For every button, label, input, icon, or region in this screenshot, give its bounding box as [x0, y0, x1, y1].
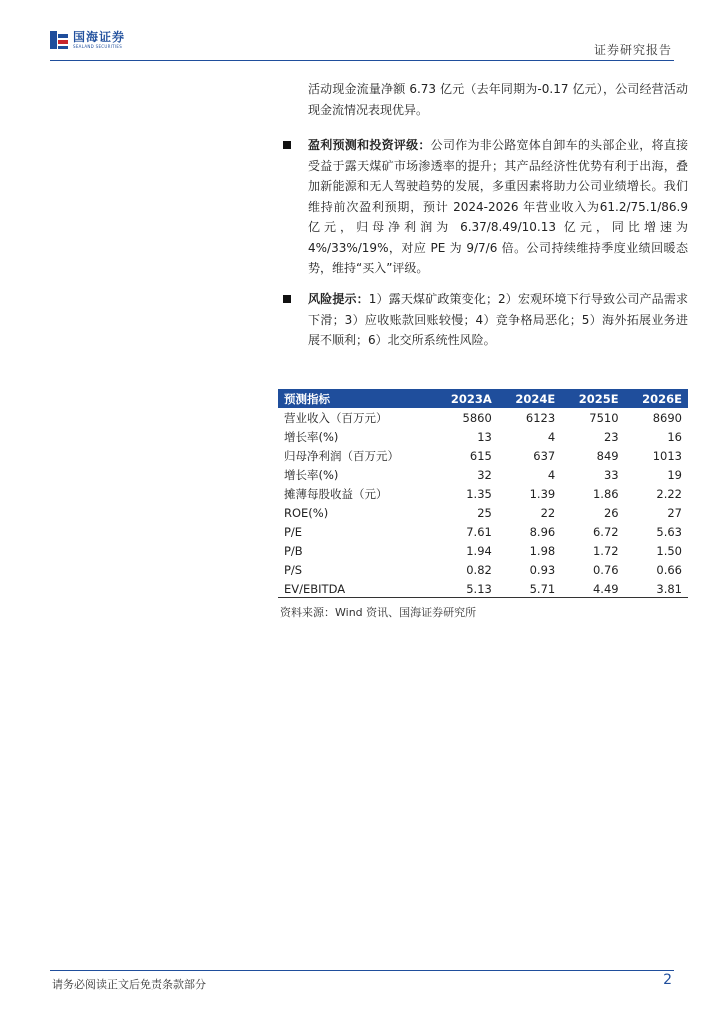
- table-cell: 4.49: [592, 582, 619, 597]
- risk-title: 风险提示：: [308, 292, 369, 306]
- table-row: [278, 465, 688, 484]
- table-cell: EV/EBITDA: [284, 582, 346, 597]
- table-cell: 3.81: [656, 582, 682, 597]
- table-cell: 归母净利润（百万元）: [284, 448, 399, 463]
- logo-icon: [50, 31, 68, 49]
- table-cell: 1.86: [592, 486, 619, 501]
- table-cell: 33: [603, 467, 619, 482]
- table-cell: 0.66: [656, 563, 682, 578]
- forecast-title: 盈利预测和投资评级：: [308, 138, 431, 152]
- table-cell: 1.94: [466, 544, 492, 559]
- table-cell: 营业收入（百万元）: [284, 410, 388, 425]
- table-cell: 6123: [525, 410, 556, 425]
- report-type: 证券研究报告: [593, 43, 672, 57]
- table-row: [278, 503, 688, 522]
- table-cell: 22: [540, 506, 556, 521]
- table-cell: 637: [533, 448, 556, 463]
- table-cell: 4: [547, 429, 556, 444]
- table-row: [278, 427, 688, 446]
- table-cell: 2.22: [656, 486, 682, 501]
- brand-logo: [50, 31, 125, 49]
- table-cell: 增长率(%): [284, 467, 339, 482]
- table-cell: 1.39: [529, 486, 556, 501]
- table-cell: 1.35: [466, 486, 492, 501]
- risk-section: [283, 289, 688, 351]
- table-row: [278, 408, 688, 427]
- table-header-row: [278, 389, 688, 408]
- table-row: [278, 446, 688, 465]
- bullet-square-icon: [283, 141, 291, 149]
- table-cell: P/S: [284, 563, 303, 578]
- table-header-cell: 预测指标: [278, 389, 433, 408]
- page-number: 2: [663, 972, 672, 988]
- table-cell: 19: [667, 467, 682, 482]
- table-cell: 5.63: [656, 525, 682, 540]
- table-cell: 26: [603, 506, 619, 521]
- table-cell: 7.61: [466, 525, 492, 540]
- table-cell: 0.82: [466, 563, 492, 578]
- table-cell: 0.76: [592, 563, 619, 578]
- table-cell: 1.98: [529, 544, 556, 559]
- table-cell: 8.96: [529, 525, 556, 540]
- table-cell: 1013: [652, 448, 682, 463]
- table-row: [278, 542, 688, 561]
- cashflow-paragraph: 活动现金流量净额 6.73 亿元（去年同期为-0.17 亿元），公司经营活动现金流情况表现优异。: [308, 82, 688, 117]
- table-row: [278, 561, 688, 580]
- table-header-cell: 2026E: [625, 389, 688, 408]
- logo-name-en: SEALAND SECURITIES: [73, 44, 123, 49]
- table-cell: 849: [596, 448, 619, 463]
- table-cell: 25: [477, 506, 492, 521]
- table-cell: 1.50: [656, 544, 682, 559]
- table-cell: 5.71: [529, 582, 556, 597]
- table-cell: 增长率(%): [284, 429, 339, 444]
- table-cell: 13: [477, 429, 492, 444]
- forecast-paragraph: [308, 135, 688, 279]
- table-cell: 27: [667, 506, 682, 521]
- table-cell: 5.13: [466, 582, 492, 597]
- table-cell: 1.72: [592, 544, 619, 559]
- footer-disclaimer: 请务必阅读正文后免责条款部分: [52, 978, 206, 991]
- table-cell: P/E: [284, 525, 303, 540]
- table-cell: 5860: [462, 410, 492, 425]
- table-header-cell: 2025E: [561, 389, 624, 408]
- table-cell: 8690: [652, 410, 682, 425]
- table-cell: 4: [547, 467, 556, 482]
- table-cell: 32: [477, 467, 492, 482]
- table-cell: 23: [603, 429, 619, 444]
- risk-body: 1）露天煤矿政策变化；2）宏观环境下行导致公司产品需求下滑；3）应收账款回账较慢；4）竞争格局恶化；5）海外拓展业务进展不顺利；6）北交所系统性风险。: [308, 292, 688, 347]
- table-cell: 6.72: [592, 525, 619, 540]
- table-header-cell: 2023A: [433, 389, 498, 408]
- table-cell: P/B: [284, 544, 303, 559]
- footer-divider: [50, 970, 674, 971]
- table-source-note: 资料来源：Wind 资讯、国海证券研究所: [280, 606, 477, 619]
- table-row: [278, 484, 688, 503]
- table-cell: 0.93: [529, 563, 556, 578]
- header-divider: [50, 60, 674, 61]
- table-bottom-rule: [278, 597, 688, 598]
- bullet-square-icon: [283, 295, 291, 303]
- forecast-body: 公司作为非公路宽体自卸车的头部企业，将直接受益于露天煤矿市场渗透率的提升；其产品经济性优势有利于出海，叠加新能源和无人驾驶趋势的发展，多重因素将助力公司业绩增长。我们维持前次盈利预期，预计 2024-2026 年营业收入为61.2/75.1/86.9 亿元，归母净利润为 6.37/8.49/10.13 亿元，同比增速为 4%/33%/19%，对应 PE 为 9/7/6 倍。公司持续维持季度业绩回暖态势，维持“买入”评级。: [308, 138, 688, 275]
- logo-name-cn: 国海证券: [73, 30, 126, 44]
- forecast-table: [278, 389, 688, 599]
- risk-paragraph: [308, 289, 688, 351]
- table-cell: 7510: [589, 410, 619, 425]
- table-header-cell: 2024E: [498, 389, 561, 408]
- forecast-section: [283, 135, 688, 279]
- table-cell: ROE(%): [284, 506, 329, 521]
- table-row: [278, 523, 688, 542]
- table-cell: 16: [667, 429, 682, 444]
- table-cell: 摊薄每股收益（元）: [284, 486, 388, 501]
- table-cell: 615: [469, 448, 492, 463]
